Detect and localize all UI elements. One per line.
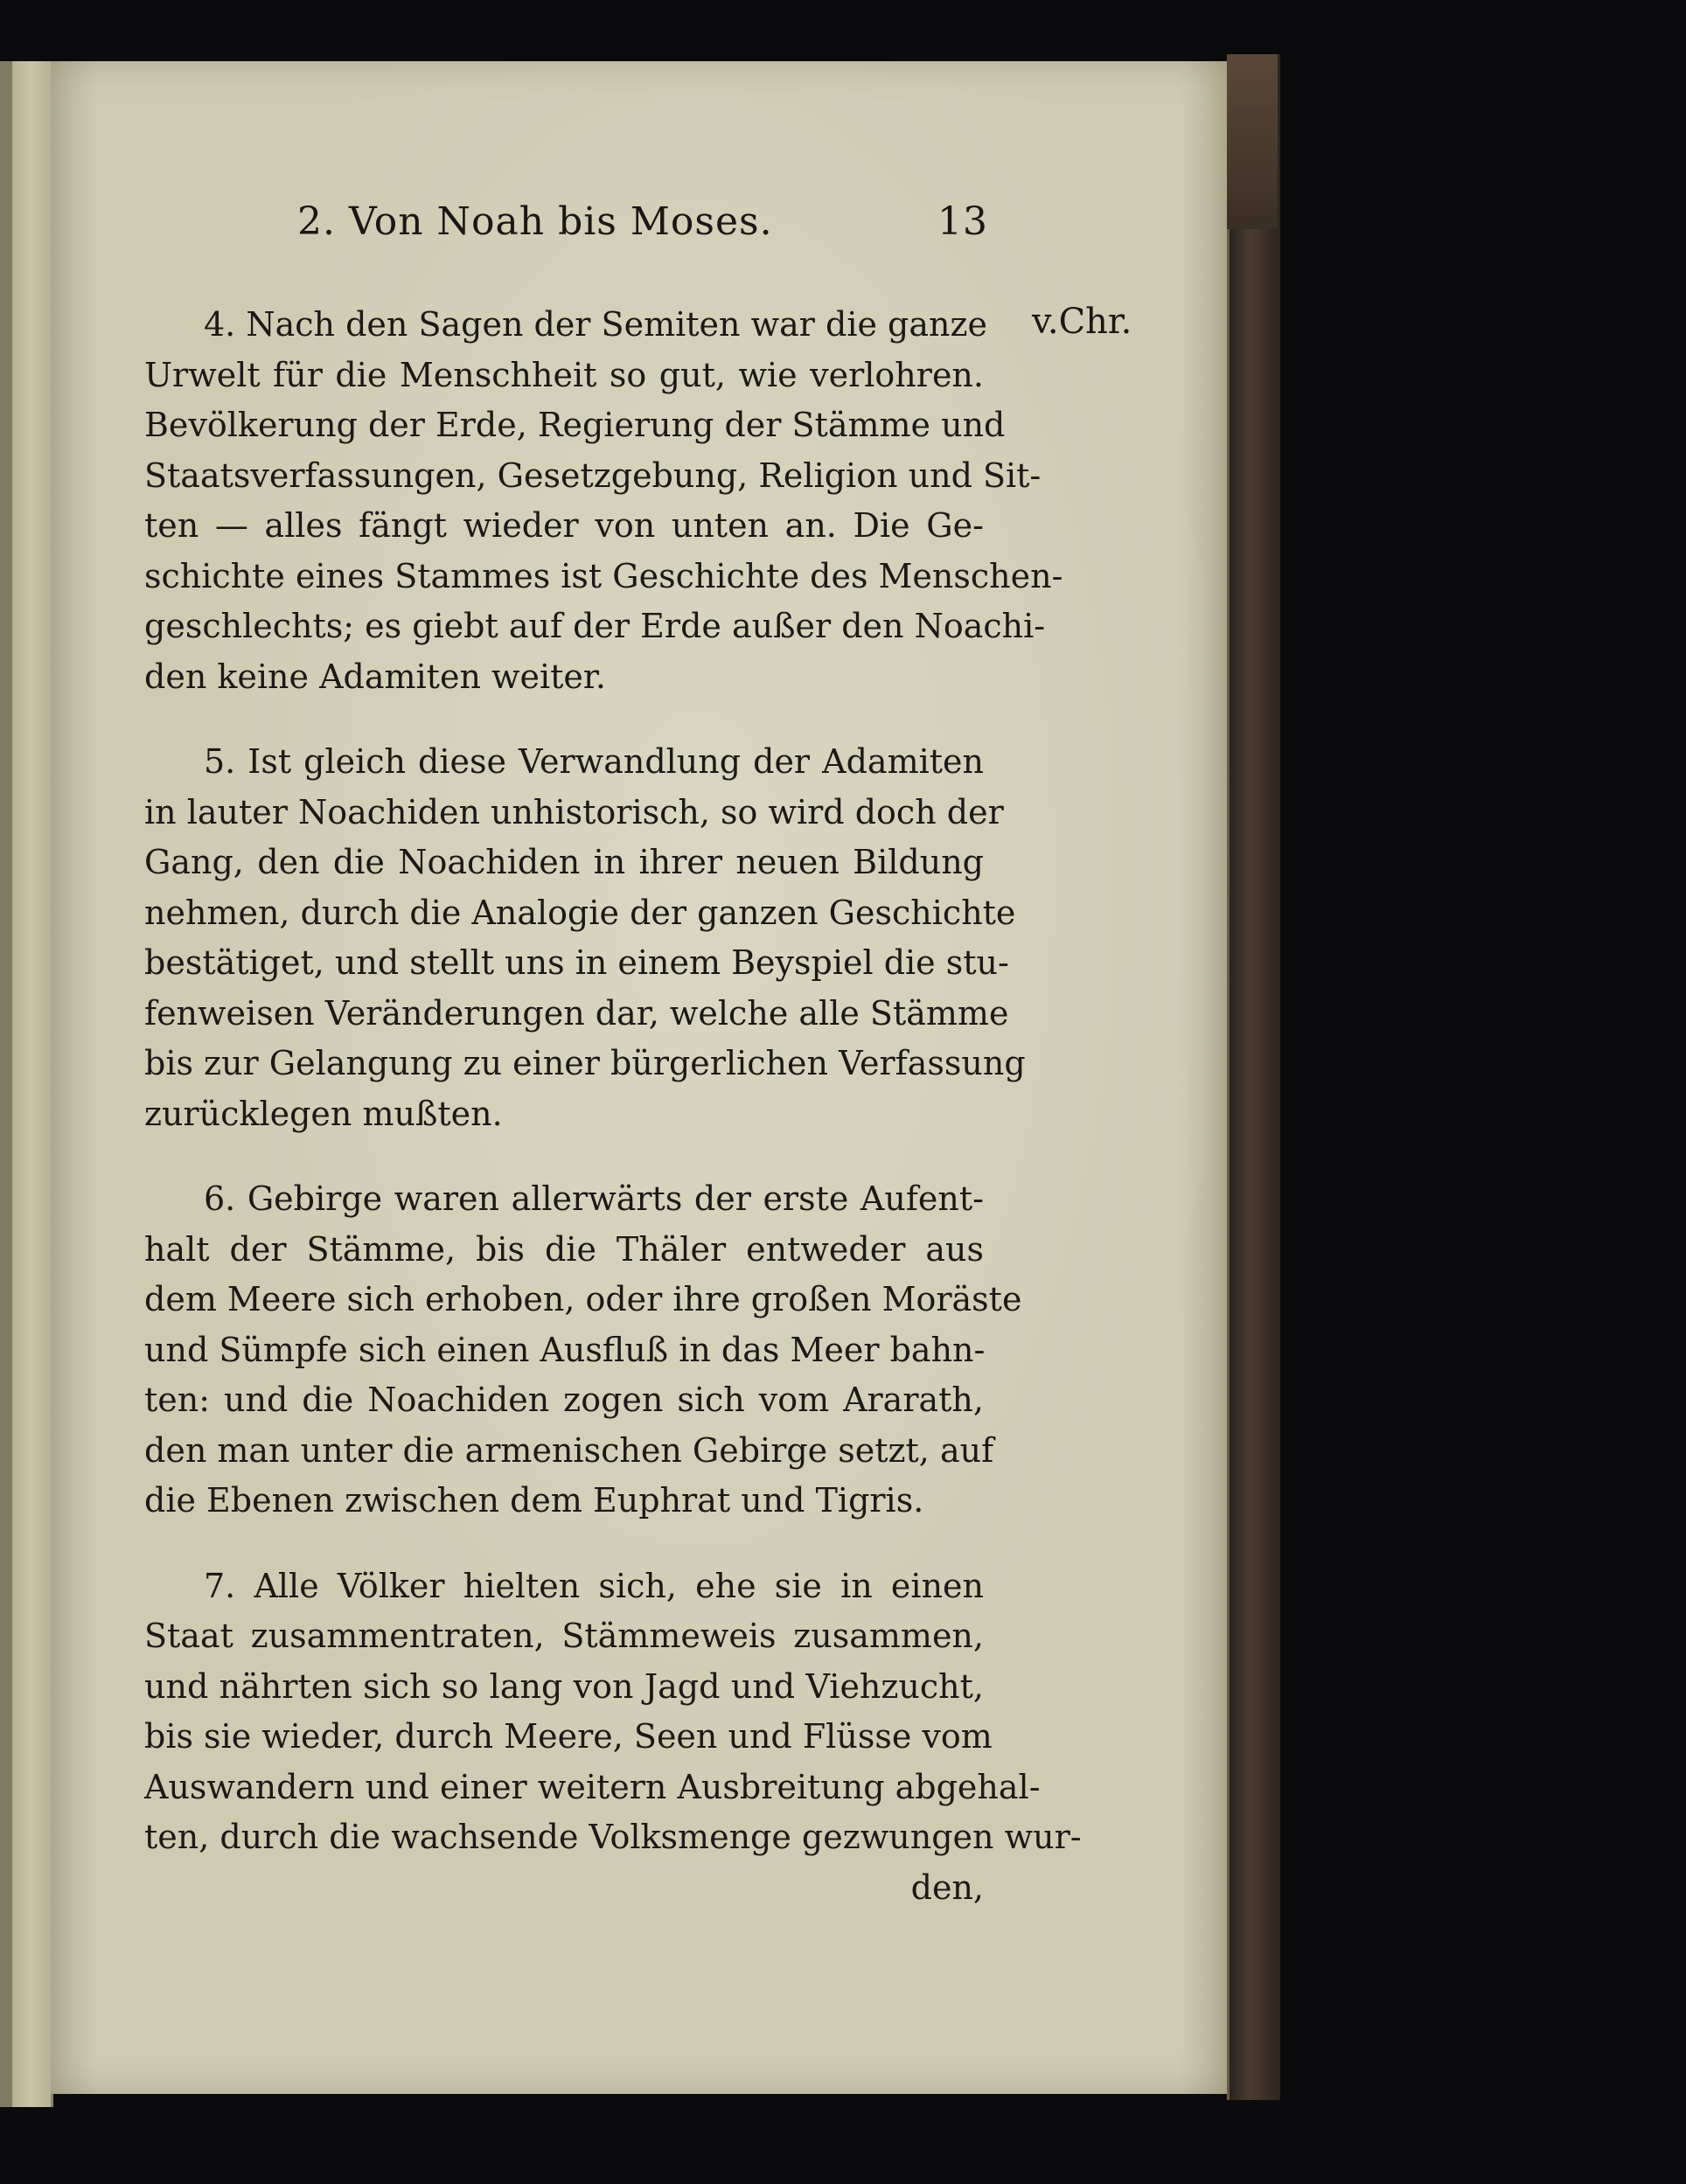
text-line: den keine Adamiten weiter.: [144, 657, 606, 696]
text-line: Gang, den die Noachiden in ihrer neuen Bildung: [144, 843, 984, 881]
book-spine: [1227, 54, 1280, 2100]
text-line: den man unter die armenischen Gebirge setzt, auf: [144, 1430, 994, 1470]
text-line: ten — alles fängt wieder von unten an. Die Ge-: [144, 506, 984, 545]
text-line: schichte eines Stammes ist Geschichte des Menschen-: [144, 556, 1063, 595]
text-line: die Ebenen zwischen dem Euphrat und Tigris.: [144, 1481, 924, 1520]
text-line: Staatsverfassungen, Gesetzgebung, Religion und Sit-: [144, 456, 1042, 495]
text-line: halt der Stämme, bis die Thäler entweder aus: [144, 1229, 984, 1269]
text-line: Staat zusammentraten, Stämmeweis zusammen,: [144, 1617, 984, 1655]
text-line: und Sümpfe sich einen Ausfluß in das Meer bahn-: [144, 1330, 986, 1369]
text-line: zurücklegen mußten.: [144, 1094, 503, 1133]
paragraph-5: [144, 737, 1026, 1139]
text-line: ten: und die Noachiden zogen sich vom Ararath,: [144, 1381, 984, 1419]
text-line: 6. Gebirge waren allerwärts der erste Aufent-: [204, 1179, 984, 1218]
margin-note: v.Chr.: [1032, 302, 1132, 342]
page-header: [297, 199, 997, 261]
text-line: Urwelt für die Menschheit so gut, wie verlohren.: [144, 355, 984, 394]
facing-page-shadow: [0, 61, 12, 2107]
text-line: fenweisen Veränderungen dar, welche alle Stämme: [144, 993, 1009, 1033]
text-line: und nährten sich so lang von Jagd und Viehzucht,: [144, 1666, 984, 1706]
text-line: 4. Nach den Sagen der Semiten war die ganze: [204, 305, 988, 344]
paragraph-6: [144, 1174, 1022, 1527]
text-line: bis sie wieder, durch Meere, Seen und Flüsse vom: [144, 1717, 993, 1756]
text-line: ten, durch die wachsende Volksmenge gezwungen wur-: [144, 1818, 1082, 1856]
text-line: 7. Alle Völker hielten sich, ehe sie in einen: [204, 1566, 984, 1605]
text-line: in lauter Noachiden unhistorisch, so wird doch der: [144, 792, 1004, 831]
text-line: bestätiget, und stellt uns in einem Beyspiel die stu-: [144, 943, 1009, 982]
text-line: Bevölkerung der Erde, Regierung der Stämme und: [144, 406, 1006, 444]
text-line: bis zur Gelangung zu einer bürgerlichen Verfassung: [144, 1044, 1026, 1082]
book-spine-top: [1227, 54, 1278, 229]
text-line: Auswandern und einer weitern Ausbreitung abgehal-: [144, 1767, 1041, 1806]
paragraph-7: [144, 1561, 1082, 1914]
running-title: 2. Von Noah bis Moses.: [297, 199, 773, 244]
text-line: nehmen, durch die Analogie der ganzen Geschichte: [144, 893, 1016, 932]
text-line: geschlechts; es giebt auf der Erde außer den Noachi-: [144, 607, 1046, 645]
catchword: den,: [910, 1868, 984, 1907]
page-number: 13: [937, 199, 988, 244]
paragraph-4: [144, 300, 1063, 702]
text-line: dem Meere sich erhoben, oder ihre großen Moräste: [144, 1280, 1022, 1318]
text-line: 5. Ist gleich diese Verwandlung der Adamiten: [204, 742, 984, 781]
